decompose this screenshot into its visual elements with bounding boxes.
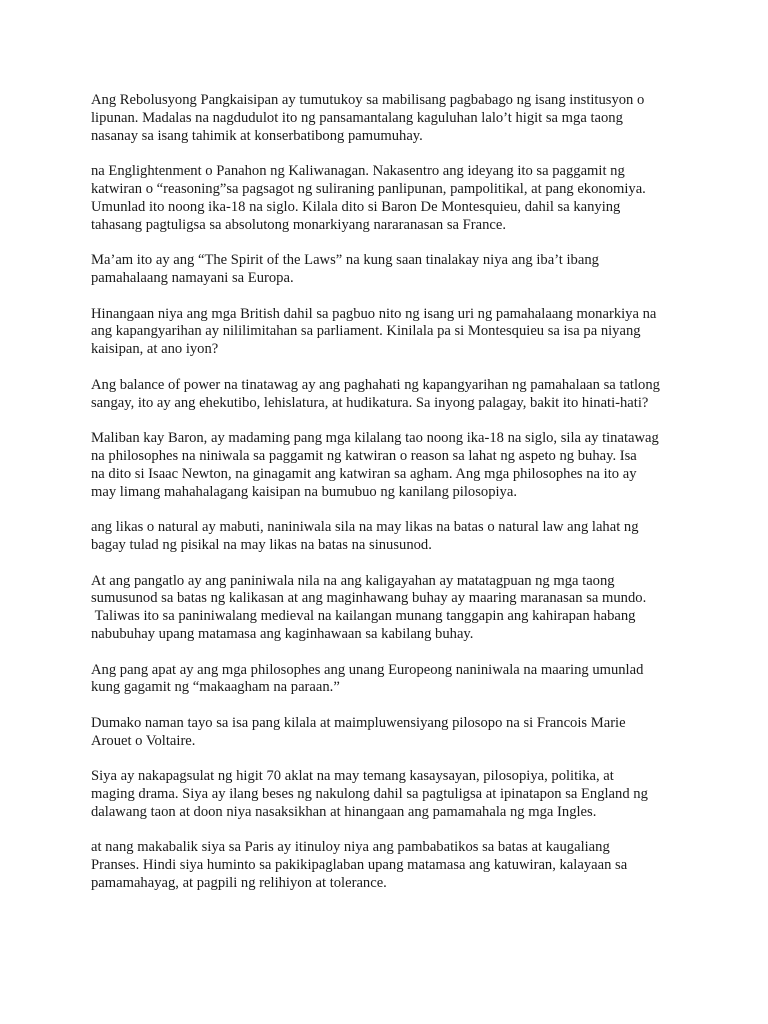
paragraph: Ang Rebolusyong Pangkaisipan ay tumutukoy sa mabilisang pagbabago ng isang institusyon o lipunan. Madalas na nagdudulot ito ng pansamantalang kaguluhan lalo’t higit sa mga taong nasanay sa isang tahimik at konserbatibong pamumuhay. [91, 92, 645, 144]
paragraph: na Englightenment o Panahon ng Kaliwanagan. Nakasentro ang ideyang ito sa paggamit ng katwiran o “reasoning”sa pagsagot ng suliraning panlipunan, pampolitikal, at pang ekonomiya. Umunlad ito noong ika-18 na siglo. Kilala dito si Baron De Montesquieu, dahil sa kanying tahasang pagtuligsa sa absolutong monarkiyang nararanasan sa France. [91, 163, 646, 233]
paragraph: Siya ay nakapagsulat ng higit 70 aklat na may temang kasaysayan, pilosopiya, politika, at maging drama. Siya ay ilang beses ng nakulong dahil sa pagtuligsa at ipinatapon sa England ng dalawang taon at doon niya nasaksikhan at hinangaan ang pamamahala ng mga Ingles. [91, 768, 648, 820]
paragraph: Dumako naman tayo sa isa pang kilala at maimpluwensiyang pilosopo na si Francois Marie Arouet o Voltaire. [91, 714, 626, 749]
paragraph: Ang pang apat ay ang mga philosophes ang unang Europeong naniniwala na maaring umunlad kung gagamit ng “makaagham na paraan.” [91, 661, 644, 696]
paragraph: at nang makabalik siya sa Paris ay itinuloy niya ang pambabatikos sa batas at kaugaliang Pranses. Hindi siya huminto sa pakikipaglaban upang matamasa ang katuwiran, kalayaan sa pamamahayag, at pagpili ng relihiyon at tolerance. [91, 839, 628, 892]
paragraph: Hinangaan niya ang mga British dahil sa pagbuo nito ng isang uri ng pamahalaang monarkiya na ang kapangyarihan ay nililimitahan sa parliament. Kinilala pa si Montesquieu sa isa pa niyang kaisipan, at ano iyon? [91, 305, 657, 358]
paragraph: Ma’am ito ay ang “The Spirit of the Laws” na kung saan tinalakay niya ang iba’t ibang pamahalaang namayani sa Europa. [91, 252, 599, 286]
paragraph: Maliban kay Baron, ay madaming pang mga kilalang tao noong ika-18 na siglo, sila ay tinatawag na philosophes na niniwala sa paggamit ng katwiran o reason sa lahat ng aspeto ng buhay. Isa na dito si Isaac Newton, na ginagamit ang katwiran sa agham. Ang mga philosophes na ito ay may limang mahahalagang kaisipan na bumubuo ng kanilang pilosopiya. [91, 430, 659, 500]
paragraph: ang likas o natural ay mabuti, naniniwala sila na may likas na batas o natural law ang lahat ng bagay tulad ng pisikal na may likas na batas na sinusunod. [91, 519, 639, 553]
paragraph: At ang pangatlo ay ang paniniwala nila na ang kaligayahan ay matatagpuan ng mga taong sumusunod sa batas ng kalikasan at ang maginhawang buhay ay maaring maranasan sa mundo. Taliwas ito sa paniniwalang medieval na kailangan munang tanggapin ang kahirapan habang nabubuhay upang matamasa ang kaginhawaan sa kabilang buhay. [91, 572, 647, 642]
paragraph: Ang balance of power na tinatawag ay ang paghahati ng kapangyarihan ng pamahalaan sa tatlong sangay, ito ay ang ehekutibo, lehislatura, at hudikatura. Sa inyong palagay, bakit ito hinati-hati? [91, 376, 660, 411]
document-body [91, 92, 691, 911]
